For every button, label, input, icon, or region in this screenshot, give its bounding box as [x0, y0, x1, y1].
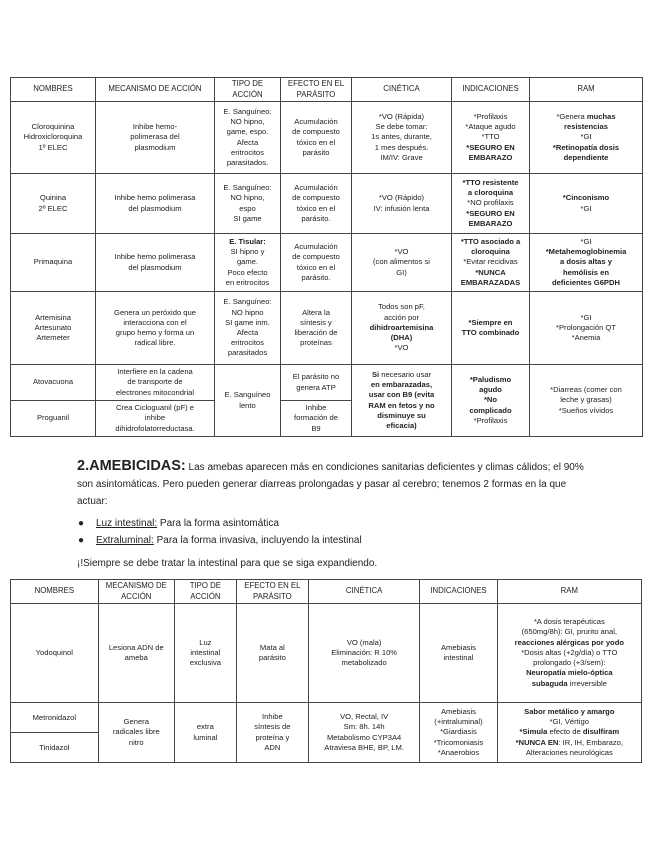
cell-line: *Tricomoniasis	[433, 737, 484, 747]
cell-line: (+intraluminal)	[434, 717, 483, 727]
cell-line: parásito	[258, 653, 286, 662]
cell-line: *Retinopatía dosis	[552, 142, 620, 152]
cell-line: *Evitar recidivas	[463, 257, 518, 267]
cell-line: nitro	[128, 737, 144, 747]
cell-line: electrones mitocondrial	[115, 387, 195, 397]
cell-line: E. Sanguíneo	[224, 390, 271, 400]
cell-line: Acumulación	[294, 117, 338, 127]
cell-tipo	[215, 102, 281, 174]
cell-line: disminuye su	[377, 410, 426, 420]
cell-nombres	[11, 703, 99, 763]
cell-line: tóxico en el	[296, 262, 336, 272]
header-mecanismo: MECANISMO DE ACCIÓN	[98, 580, 174, 604]
cell-line: Metronidazol	[11, 703, 98, 733]
cell-text: irreversible	[567, 678, 607, 688]
cell-efecto	[281, 365, 352, 401]
cell-nombres	[11, 604, 99, 703]
cell-line: E. Sanguíneo:	[223, 106, 272, 116]
cell-line: SI game inm.	[225, 317, 270, 327]
cell-tipo	[215, 234, 281, 292]
cell-line: Proguanil	[36, 413, 70, 423]
cell-line: *Anaerobios	[437, 747, 480, 757]
cell-line: Tinidazol	[39, 743, 70, 752]
cell-line: Interfiere en la cadena	[117, 367, 193, 377]
bullet-icon: ●	[78, 534, 85, 546]
cell-line: parásito	[302, 147, 330, 157]
cell-line: Atovacuona	[32, 377, 74, 387]
list-item-term: Extraluminal:	[96, 534, 154, 546]
cell-line: Neuropatía mielo-óptica	[526, 668, 613, 678]
cell-line: *NO profilaxis	[467, 198, 514, 208]
cell-line: *Prolongación QT	[556, 322, 616, 332]
cell-ram	[497, 703, 641, 763]
table-header-row	[11, 580, 642, 604]
cell-line: game, espo.	[226, 127, 269, 137]
cell-line: genera ATP	[296, 382, 336, 392]
list-item	[78, 533, 362, 550]
cell-line: EMBARAZADAS	[460, 277, 521, 287]
cell-mecanismo	[98, 703, 174, 763]
cell-text: : IR, IH, Embarazo,	[558, 737, 623, 747]
cell-line: Afecta	[236, 137, 259, 147]
cell-line: *VO	[394, 247, 409, 257]
cell-indicaciones	[452, 102, 530, 174]
cell-line: síntesis y	[300, 317, 332, 327]
cell-line: IM/IV: Grave	[380, 152, 423, 162]
cell-line: 2º ELEC	[38, 203, 68, 213]
cell-line: Eliminación: R 10%	[331, 647, 398, 657]
cell-line: Primaquina	[33, 257, 73, 267]
cell-text: *Simula	[519, 727, 548, 737]
cell-ram	[497, 604, 641, 703]
cell-text: disulfiram	[582, 727, 620, 737]
cell-line: TTO combinado	[461, 328, 520, 337]
cell-line: *VO	[394, 343, 409, 353]
cell-line: *Cinconismo	[562, 193, 610, 203]
cell-line: Artemeter	[36, 333, 70, 343]
cell-mecanismo	[96, 174, 215, 234]
cell-nombres	[11, 292, 96, 365]
cell-mecanismo	[96, 234, 215, 292]
cell-line: *Profilaxis	[473, 111, 508, 121]
cell-mecanismo	[96, 102, 215, 174]
cell-line: Inhibe	[262, 712, 283, 722]
cell-line: ADN	[264, 742, 281, 752]
cell-efecto	[281, 174, 352, 234]
table-header-row	[11, 78, 643, 102]
table-row	[11, 174, 643, 234]
list-item-text: Para la forma asintomática	[157, 518, 279, 529]
section-title: 2.AMEBICIDAS:	[77, 458, 186, 474]
cell-line: *VO (Rápida)	[378, 111, 425, 121]
cell-line: B9	[311, 423, 321, 433]
cell-line: Alteraciones neurológicas	[525, 747, 613, 757]
cell-line: Artemisina	[35, 312, 71, 322]
cell-line: Genera	[123, 717, 149, 727]
cell-line: Inhibe hemo polimerasa	[114, 252, 196, 262]
cell-line: Hidroxicloroquina	[23, 132, 83, 142]
cell-line: *Metahemoglobinemia	[545, 247, 627, 257]
cell-nombres	[11, 365, 96, 401]
cell-mecanismo	[96, 292, 215, 365]
cell-line: *Diarreas (comer con	[550, 385, 622, 395]
cell-line: *SEGURO EN	[466, 142, 515, 152]
header-tipo: TIPO DE ACCIÓN	[215, 78, 281, 102]
table-row	[11, 292, 643, 365]
cell-cinetica	[352, 102, 452, 174]
cell-line: Cloroquinina	[31, 122, 75, 132]
cell-line: *SEGURO EN	[466, 208, 515, 218]
cell-line: E. Tisular:	[229, 236, 266, 246]
cell-indicaciones	[452, 174, 530, 234]
cell-cinetica	[352, 174, 452, 234]
cell-line: de compuesto	[292, 193, 340, 203]
header-efecto: EFECTO EN EL PARÁSITO	[281, 78, 352, 102]
list-item-text: Para la forma invasiva, incluyendo la intestinal	[153, 534, 362, 546]
section-intro-text: Las amebas aparecen más en condiciones sanitarias deficientes y climas cálidos; el 90% son asintomáticas. Pero pueden generar diarreas prolongadas y pasar al cerebro; tenemos 2 formas en la que actuar:	[77, 462, 584, 507]
cell-ram	[530, 365, 643, 437]
cell-line: dihidrofolatorreductasa.	[115, 423, 195, 433]
cell-line: *Dosis altas (+2g/día) o TTO	[521, 647, 618, 657]
cell-line: hemólisis en	[562, 267, 609, 277]
cell-line: Sabor metálico y amargo	[524, 706, 615, 716]
header-ram: RAM	[530, 78, 643, 102]
cell-line	[354, 370, 449, 380]
cell-line: leche y grasas)	[560, 395, 612, 405]
cell-line: (DHA)	[390, 333, 413, 343]
cell-line	[532, 112, 640, 122]
forms-list	[78, 516, 362, 549]
cell-tipo	[174, 604, 236, 703]
cell-line: Todos son pF,	[378, 302, 425, 312]
header-cinetica: CINÉTICA	[352, 78, 452, 102]
cell-line: *TTO asociado a	[460, 236, 521, 246]
cell-line: *TTO	[481, 132, 500, 142]
cell-nombres	[11, 401, 96, 437]
cell-line: acción por	[383, 312, 420, 322]
cell-line: a dosis altas y	[560, 257, 612, 267]
cell-line: Altera la	[302, 307, 330, 317]
cell-ram	[530, 174, 643, 234]
cell-line: plasmodium	[134, 142, 176, 152]
cell-line: inhibe	[144, 413, 166, 423]
cell-mecanismo	[96, 365, 215, 401]
cell-line: espo	[239, 203, 256, 213]
cell-cinetica	[352, 234, 452, 292]
cell-line: radicales libre	[112, 727, 160, 737]
cell-line	[500, 727, 639, 737]
cell-line: Amebiasis	[440, 706, 476, 716]
cell-line: metabolizado	[341, 658, 387, 668]
cell-line: complicado	[469, 405, 512, 415]
cell-text: necesario usar	[381, 369, 432, 379]
cell-line: SI hipno y	[230, 247, 265, 257]
cell-line: prolongado (+3/sem):	[533, 658, 606, 668]
cell-line: *GI	[580, 132, 592, 142]
header-cinetica: CINÉTICA	[308, 580, 419, 604]
table-row	[11, 703, 642, 763]
cell-line: ameba	[124, 653, 148, 662]
header-tipo: TIPO DE ACCIÓN	[174, 580, 236, 604]
cell-line: de compuesto	[292, 252, 340, 262]
cell-line: *Anemia	[571, 333, 601, 343]
cell-line: lento	[239, 400, 256, 410]
cell-line: 1º ELEC	[38, 142, 68, 152]
cell-line: Se debe tomar:	[375, 122, 428, 132]
cell-line: extra	[196, 722, 214, 732]
cell-line: síntesis de	[254, 722, 291, 732]
section-intro	[77, 458, 597, 510]
cell-text: *Genera	[556, 111, 587, 121]
cell-line: *A dosis terapéuticas	[533, 617, 605, 627]
table-row	[11, 234, 643, 292]
cell-line: eficacia)	[386, 420, 417, 430]
header-efecto: EFECTO EN EL PARÁSITO	[236, 580, 308, 604]
cell-line: game.	[236, 257, 259, 267]
amebicide-table	[10, 579, 642, 763]
cell-line: parasitados	[227, 348, 268, 358]
cell-line: eritrocitos	[231, 338, 264, 348]
cell-line: *TTO resistente	[462, 177, 519, 187]
cell-line: RAM en fetos y no	[368, 400, 435, 410]
list-item	[78, 516, 362, 533]
cell-line: polimerasa del	[130, 132, 180, 142]
cell-efecto	[236, 703, 308, 763]
cell-efecto	[281, 234, 352, 292]
cell-line: usar con B9 (evita	[368, 390, 435, 400]
cell-line: Quinina	[39, 193, 67, 203]
cell-line: cloroquina	[471, 247, 510, 257]
cell-line: parasitados.	[226, 157, 269, 167]
cell-indicaciones	[420, 604, 497, 703]
cell-cinetica	[308, 604, 419, 703]
cell-cinetica	[352, 365, 452, 437]
cell-line: formación de	[294, 413, 338, 423]
cell-line: de compuesto	[292, 127, 340, 137]
cell-line: NO hipno,	[230, 117, 265, 127]
antimalarial-table	[10, 77, 643, 437]
cell-line: Acumulación	[294, 242, 338, 252]
cell-indicaciones	[452, 234, 530, 292]
cell-line: VO (mala)	[346, 637, 382, 647]
cell-line: luminal	[193, 732, 218, 742]
cell-line: liberación de	[294, 328, 338, 337]
header-ram: RAM	[497, 580, 641, 604]
cell-efecto	[236, 604, 308, 703]
cell-line: *Ataque agudo	[465, 122, 516, 132]
cell-line: del plasmodium	[128, 203, 182, 213]
cell-text: subaguda	[531, 678, 568, 688]
cell-tipo	[215, 365, 281, 437]
cell-line: deficientes G6PDH	[552, 277, 620, 287]
cell-line: de transporte de	[127, 377, 183, 387]
table-row	[11, 102, 643, 174]
cell-indicaciones	[452, 365, 530, 437]
cell-line: *NUNCA	[475, 267, 506, 277]
header-mecanismo: MECANISMO DE ACCIÓN	[96, 78, 215, 102]
cell-line: *GI, Vértigo	[549, 717, 589, 727]
cell-text: efecto de	[547, 727, 583, 737]
cell-tipo	[174, 703, 236, 763]
cell-line: 1s antes, durante,	[371, 132, 432, 142]
cell-line: EMBARAZO	[468, 218, 513, 228]
cell-line: proteína y	[255, 732, 290, 742]
cell-text: muchas	[586, 111, 616, 121]
cell-line: Crea Cicloguanil (pF) e	[115, 403, 195, 413]
cell-tipo	[215, 174, 281, 234]
cell-line: Inhibe hemo polimerasa	[114, 193, 196, 203]
cell-line: del plasmodium	[128, 262, 182, 272]
cell-line: SI game	[233, 213, 262, 223]
cell-line: parásito.	[301, 213, 331, 223]
cell-line: Poco efecto	[227, 267, 268, 277]
cell-line: Afecta	[236, 328, 259, 337]
important-note: ¡!Siempre se debe tratar la intestinal para que se siga expandiendo.	[77, 558, 378, 569]
bullet-icon: ●	[78, 518, 85, 529]
cell-line: dependiente	[563, 152, 609, 162]
cell-line: *Profilaxis	[473, 415, 508, 425]
table-row	[11, 365, 643, 401]
cell-line: en embarazadas,	[370, 380, 433, 390]
cell-line: Acumulación	[294, 183, 338, 193]
cell-line: grupo hemo y forma un	[115, 328, 195, 337]
cell-line: Luz	[199, 637, 212, 647]
cell-nombres	[11, 234, 96, 292]
cell-nombres	[11, 174, 96, 234]
cell-line: GI)	[396, 267, 407, 277]
cell-line: dihidroartemisina	[369, 322, 434, 332]
cell-line: parásito.	[301, 272, 331, 282]
cell-text: Si	[371, 369, 382, 379]
cell-indicaciones	[452, 292, 530, 365]
cell-efecto	[281, 292, 352, 365]
cell-line: Genera un peróxido que	[114, 307, 196, 317]
cell-mecanismo	[98, 604, 174, 703]
cell-line: interacciona con el	[123, 317, 187, 327]
cell-line: tóxico en el	[296, 203, 336, 213]
cell-line: (650mg/8h): GI, prurito anal,	[521, 627, 617, 637]
cell-line: eritrocitos	[231, 147, 264, 157]
cell-line: (con alimentos si	[373, 257, 430, 267]
cell-line: exclusiva	[189, 658, 221, 668]
cell-line: Mata al	[259, 642, 285, 652]
cell-mecanismo	[96, 401, 215, 437]
cell-line: El parásito no	[292, 372, 340, 382]
cell-line: proteínas	[300, 338, 332, 348]
cell-ram	[530, 102, 643, 174]
header-nombres: NOMBRES	[11, 580, 99, 604]
cell-line: intestinal	[443, 653, 474, 662]
header-nombres: NOMBRES	[11, 78, 96, 102]
cell-line: Inhibe	[305, 403, 327, 413]
cell-line: EMBARAZO	[468, 152, 513, 162]
cell-line: agudo	[479, 385, 502, 395]
cell-line: VO, Rectal, IV	[340, 712, 389, 722]
cell-tipo	[215, 292, 281, 365]
cell-line: E. Sanguíneo:	[223, 297, 272, 307]
cell-line: Atraviesa BHE, BP, LM.	[324, 742, 404, 752]
cell-line	[500, 738, 639, 748]
cell-indicaciones	[420, 703, 497, 763]
cell-line: radical libre.	[134, 338, 176, 348]
cell-line: *Paludismo	[469, 374, 512, 384]
cell-line: *GI	[580, 203, 592, 213]
header-indicaciones: INDICACIONES	[420, 580, 497, 604]
cell-line	[500, 679, 639, 689]
cell-line: IV: infusión lenta	[373, 203, 430, 213]
table-row	[11, 604, 642, 703]
cell-line: a cloroquina	[467, 188, 514, 198]
cell-line: resistencias	[564, 122, 608, 132]
cell-line: Amebiasis	[440, 642, 476, 652]
cell-efecto	[281, 401, 352, 437]
cell-line: 1 mes después.	[374, 142, 429, 152]
cell-line: Artesunato	[34, 322, 72, 332]
cell-line: *Siempre en	[468, 317, 513, 327]
cell-line: E. Sanguíneo:	[223, 183, 272, 193]
cell-line: *Giardiasis	[440, 727, 477, 737]
cell-line: NO hipno	[231, 307, 264, 317]
header-indicaciones: INDICACIONES	[452, 78, 530, 102]
cell-line: NO hipno,	[230, 193, 265, 203]
cell-line: *Sueños vívidos	[558, 405, 614, 415]
cell-cinetica	[352, 292, 452, 365]
cell-nombres	[11, 102, 96, 174]
cell-line: Lesiona ADN de	[108, 642, 164, 652]
list-item-term: Luz intestinal:	[96, 518, 158, 529]
cell-line: intestinal	[190, 647, 221, 657]
cell-ram	[530, 234, 643, 292]
cell-line: *VO (Rápido)	[378, 193, 425, 203]
cell-line: reacciones alérgicas por yodo	[514, 637, 624, 647]
cell-line: *No	[483, 395, 498, 405]
cell-line: Sm: 8h. 14h	[343, 722, 385, 732]
cell-cinetica	[308, 703, 419, 763]
cell-line: *GI	[580, 312, 592, 322]
cell-line: Inhibe hemo-	[132, 122, 178, 132]
cell-line: *GI	[580, 236, 592, 246]
cell-ram	[530, 292, 643, 365]
cell-line: tóxico en el	[296, 137, 336, 147]
cell-line: Metabolismo CYP3A4	[326, 732, 402, 742]
cell-efecto	[281, 102, 352, 174]
cell-line: Yodoquinol	[35, 647, 73, 657]
cell-line: en eritrocitos	[225, 277, 270, 287]
cell-text: *NUNCA EN	[515, 737, 559, 747]
